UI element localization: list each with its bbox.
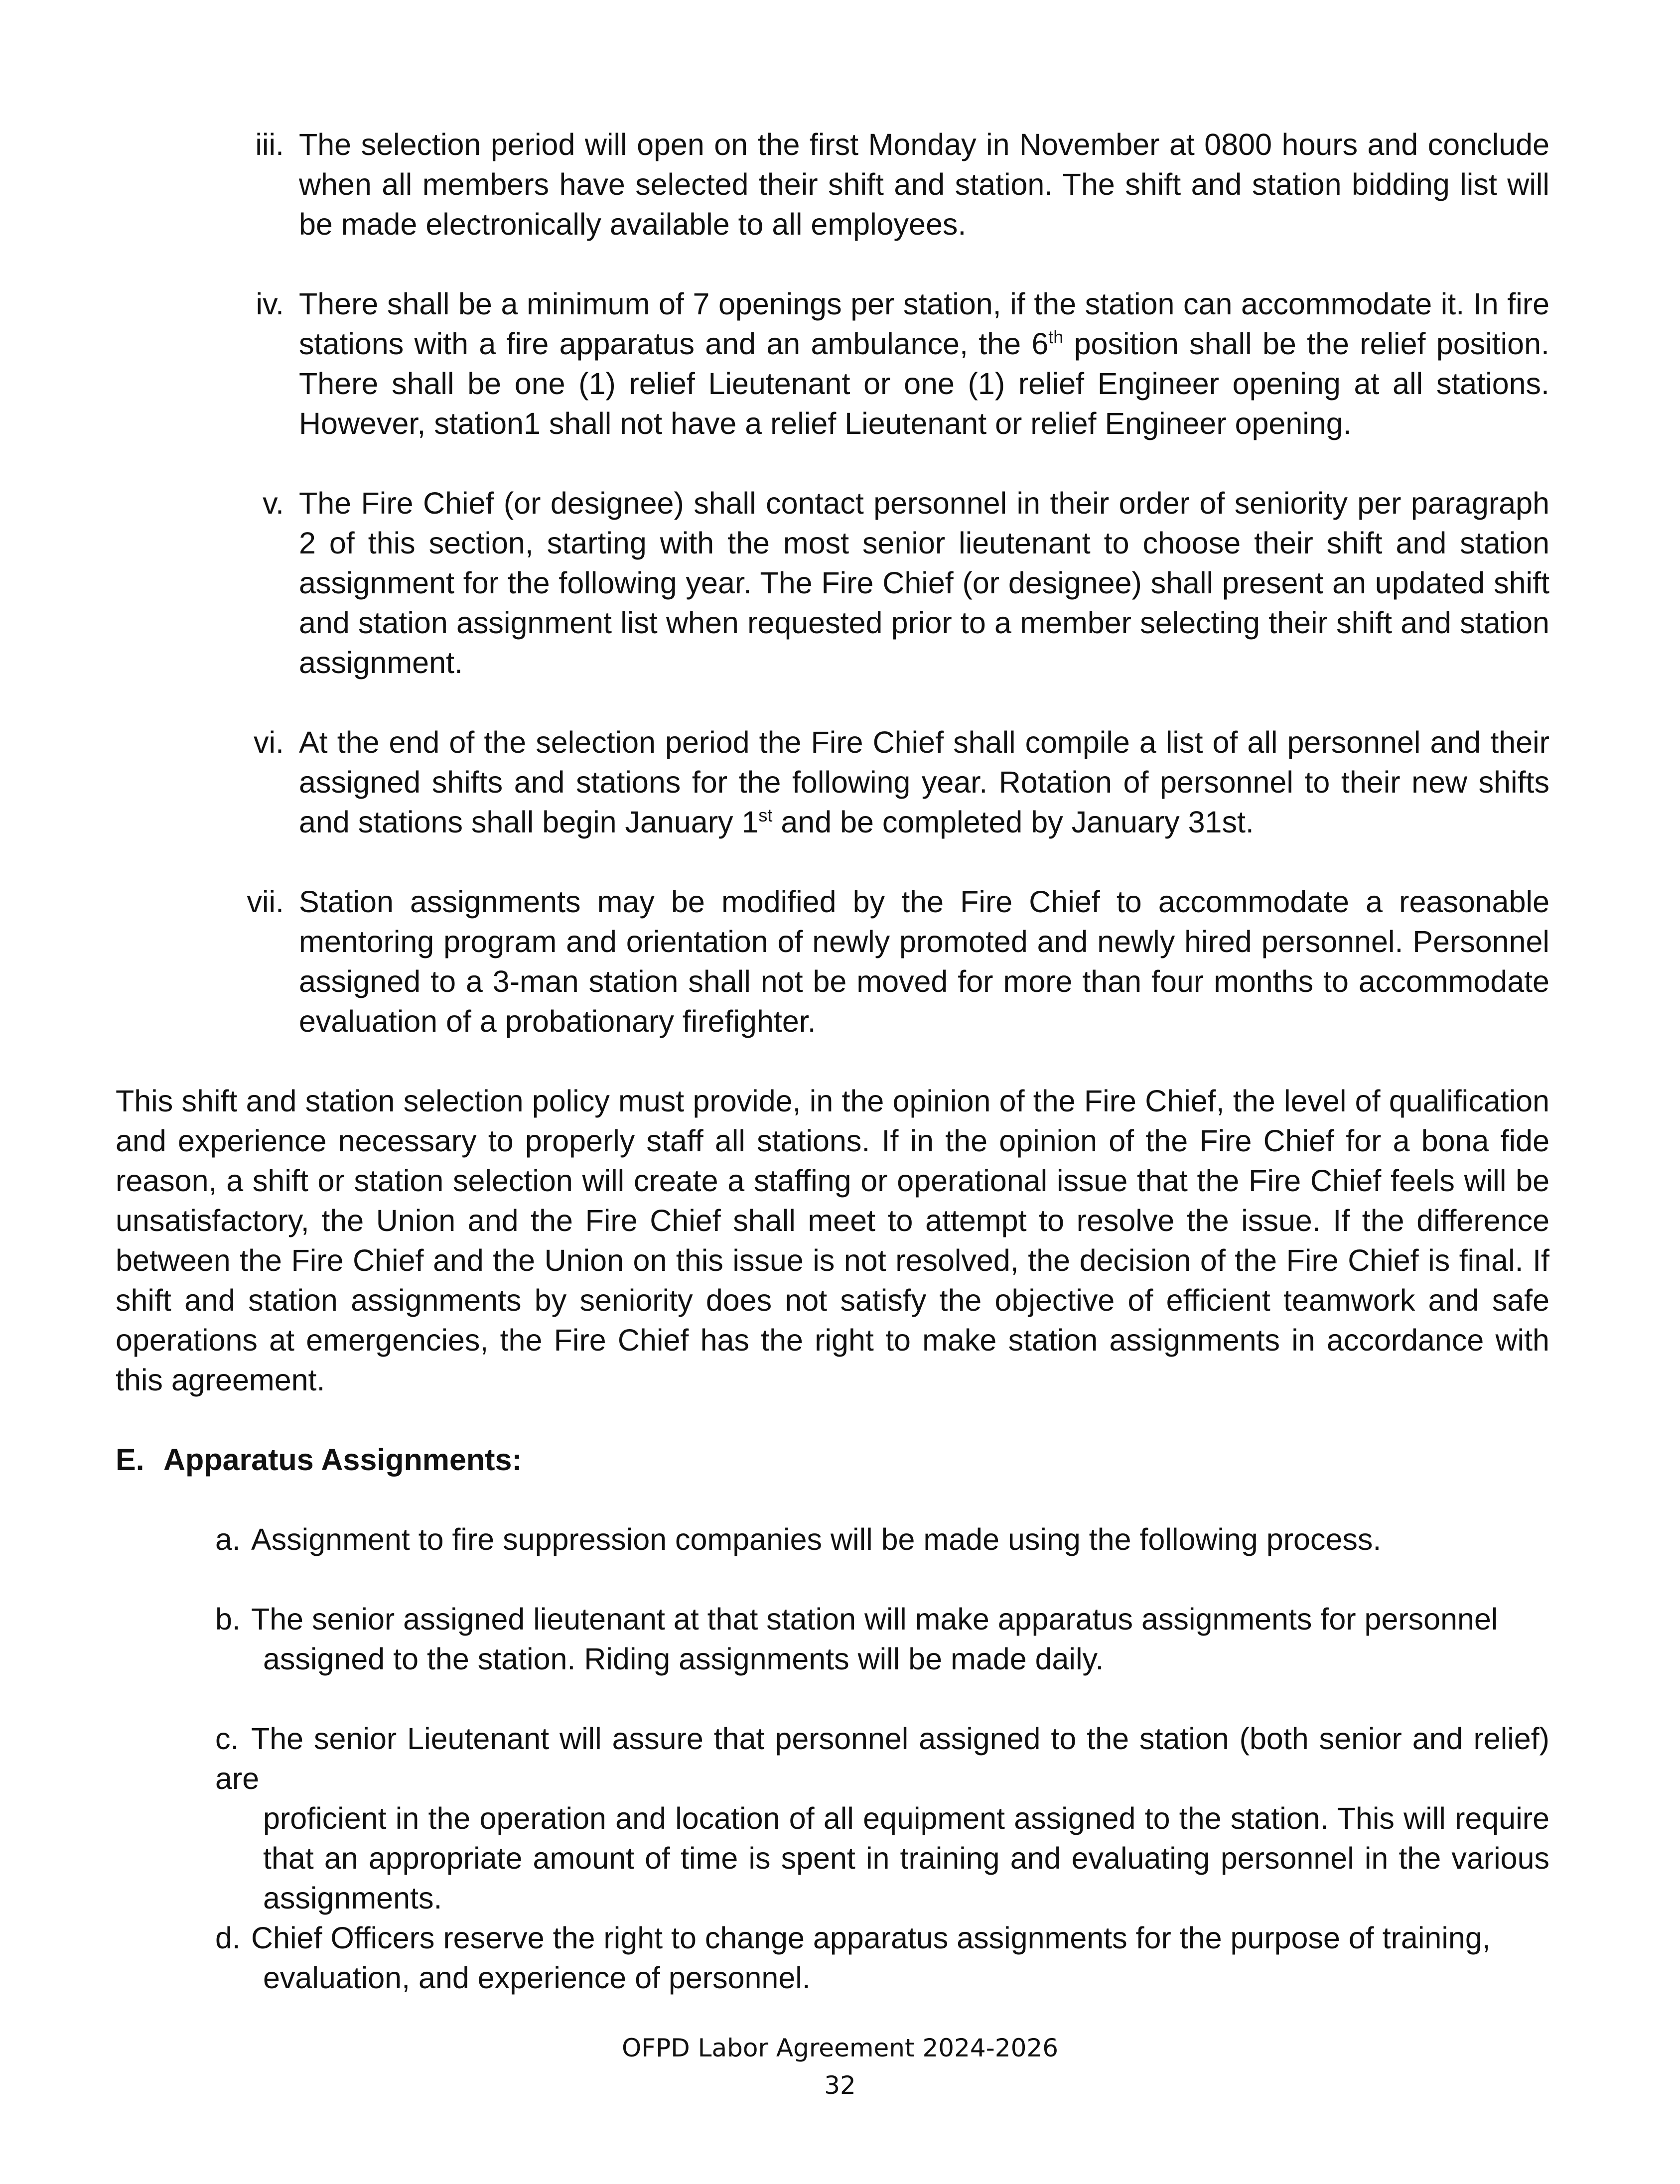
list-item-text: Chief Officers reserve the right to change apparatus assignments for the purpose of training, [251, 1921, 1491, 1955]
list-item-iv [256, 284, 1549, 443]
list-item-text: The selection period will open on the first Monday in November at 0800 hours and conclude when all members have selected their shift and station. The shift and station bidding list will be made electronically available to all employees. [299, 128, 1549, 241]
list-item-text [299, 284, 1549, 443]
ordinal-suffix: st [758, 805, 773, 825]
list-item-number: v. [263, 486, 284, 520]
list-item-letter: c. [215, 1722, 239, 1756]
section-heading [116, 1440, 522, 1480]
list-item-a [215, 1519, 1549, 1559]
list-item-text: Station assignments may be modified by the Fire Chief to accommodate a reasonable mentoring program and orientation of newly promoted and newly hired personnel. Personnel assigned to a 3-man station shall not be moved for more than four months to accommodate evaluation of a probationary firefighter. [299, 885, 1549, 1038]
list-item-b [215, 1599, 1549, 1679]
list-item-continuation: assigned to the station. Riding assignments will be made daily. [263, 1642, 1104, 1676]
list-item-text-part: and be completed by January 31st. [772, 805, 1254, 839]
list-item-letter: b. [215, 1602, 241, 1636]
list-item-text: The Fire Chief (or designee) shall contact personnel in their order of seniority per paragraph 2 of this section, starting with the most senior lieutenant to choose their shift and station assignment for the following year. The Fire Chief (or designee) shall present an updated shift and station assignment list when requested prior to a member selecting their shift and station assignment. [299, 486, 1549, 680]
footer-title: OFPD Labor Agreement 2024-2026 [621, 2034, 1059, 2062]
list-item-text: The senior Lieutenant will assure that personnel assigned to the station (both senior and relief) are [215, 1722, 1549, 1795]
list-item-v [263, 483, 1549, 682]
list-item-first-line [215, 1519, 1549, 1559]
list-item-first-line [215, 1719, 1549, 1798]
list-item-number: iv. [256, 287, 284, 321]
list-item-letter: d. [215, 1921, 241, 1955]
section-letter: E. [116, 1443, 144, 1477]
list-item-continuation: evaluation, and experience of personnel. [263, 1961, 811, 1995]
list-item-number: vi. [254, 725, 284, 759]
list-item-text-part: There shall be a minimum of 7 openings per station, if the station can accommodate it. In fire stations with a fire apparatus and an ambulance, the 6 [299, 287, 1549, 361]
list-item-d [215, 1918, 1549, 1998]
list-item-c [215, 1719, 1549, 1918]
list-item-first-line [215, 1599, 1549, 1639]
section-title: Apparatus Assignments: [163, 1443, 522, 1477]
list-item-text: Assignment to fire suppression companies will be made using the following process. [251, 1522, 1382, 1556]
list-item-text: The senior assigned lieutenant at that station will make apparatus assignments for personnel [251, 1602, 1498, 1636]
list-item-text-part: At the end of the selection period the Fire Chief shall compile a list of all personnel and their assigned shifts and stations for the following year. Rotation of personnel to their new shifts and stations shall begin January 1 [299, 725, 1549, 839]
list-item-first-line [215, 1918, 1549, 1958]
ordinal-suffix: th [1048, 327, 1064, 347]
policy-paragraph: This shift and station selection policy must provide, in the opinion of the Fire Chief, the level of qualification and experience necessary to properly staff all stations. If in the opinion of the Fire Chief for a bona fide reason, a shift or station selection will create a staffing or operational issue that the Fire Chief feels will be unsatisfactory, the Union and the Fire Chief shall meet to attempt to resolve the issue. If the difference between the Fire Chief and the Union on this issue is not resolved, the decision of the Fire Chief is final. If shift and station assignments by seniority does not satisfy the objective of efficient teamwork and safe operations at emergencies, the Fire Chief has the right to make station assignments in accordance with this agreement. [116, 1084, 1549, 1397]
list-item-letter: a. [215, 1522, 241, 1556]
list-item-continuation: proficient in the operation and location of all equipment assigned to the station. This will require that an appropriate amount of time is spent in training and evaluating personnel in the various assignments. [263, 1801, 1549, 1915]
list-item-vi [254, 722, 1549, 842]
list-item-text [299, 722, 1549, 842]
list-item-vii [247, 882, 1549, 1041]
list-item-number: iii. [255, 128, 284, 161]
list-item-text-part: position shall be the relief position. There shall be one (1) relief Lieutenant or one (1) relief Engineer opening at all stations. However, station1 shall not have a relief Lieutenant or relief Engineer opening. [299, 327, 1549, 440]
page-number: 32 [824, 2071, 856, 2100]
list-item-iii [255, 125, 1549, 244]
list-item-number: vii. [247, 885, 284, 919]
